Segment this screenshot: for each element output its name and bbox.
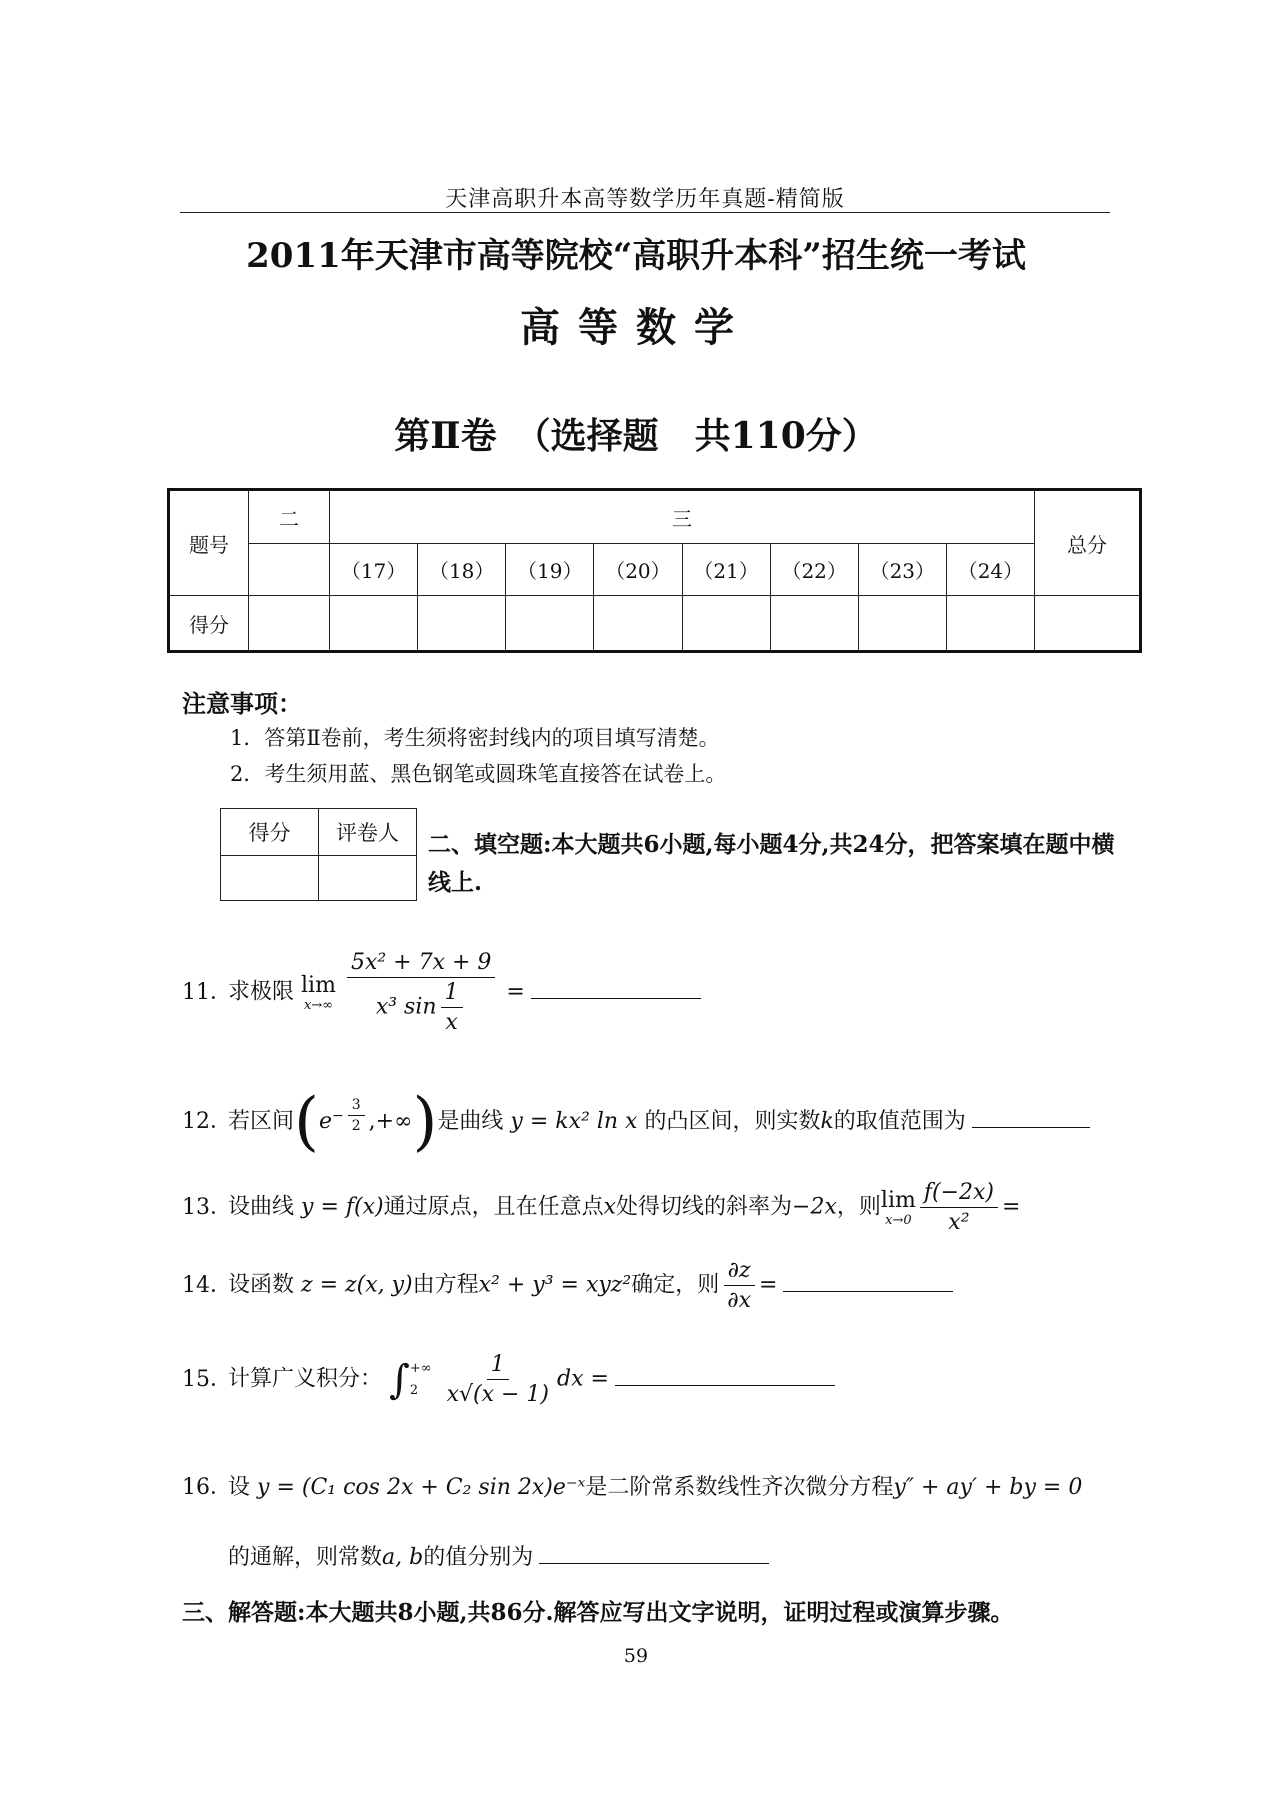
header-section-three: 三 <box>330 490 1035 544</box>
question-number: 14． <box>182 1272 232 1298</box>
question-text: 处得切线的斜率为 <box>616 1194 793 1220</box>
constants-ab: a, b <box>382 1545 424 1570</box>
lim-sub: x→∞ <box>303 997 334 1013</box>
inner-fraction <box>441 980 463 1035</box>
label-question-number: 题号 <box>169 490 249 596</box>
question-text: 由方程 <box>412 1272 479 1298</box>
equals-sign: = <box>759 1272 778 1298</box>
question-text: 确定，则 <box>631 1272 720 1298</box>
inner-numerator: 1 <box>441 980 463 1008</box>
answer-blank[interactable] <box>972 1127 1090 1128</box>
item-19: （19） <box>506 544 594 596</box>
question-text: 求极限 <box>228 979 295 1005</box>
fraction <box>920 1180 998 1235</box>
variable-k: k <box>820 1109 834 1134</box>
denominator: ∂x <box>727 1288 751 1313</box>
question-text: 的通解，则常数 <box>228 1545 383 1570</box>
answer-blank[interactable] <box>539 1563 769 1564</box>
curve-formula: y = f(x) <box>301 1194 384 1220</box>
grader-score-cell <box>221 856 319 901</box>
question-text: 计算广义积分： <box>228 1366 383 1392</box>
denominator <box>372 978 471 1035</box>
question-text: ，则 <box>836 1194 881 1220</box>
item-23: （23） <box>858 544 946 596</box>
limit <box>881 1188 916 1228</box>
question-text: 设函数 <box>228 1272 295 1298</box>
exam-title: 2011年天津市高等院校“高职升本科”招生统一考试 <box>246 236 1026 276</box>
question-12 <box>182 1085 1090 1159</box>
exponent-denominator: 2 <box>351 1118 361 1135</box>
item-24: （24） <box>946 544 1034 596</box>
item-17: （17） <box>330 544 418 596</box>
item-18: （18） <box>418 544 506 596</box>
item-22: （22） <box>770 544 858 596</box>
grader-table <box>220 808 417 901</box>
subject-title: 高等数学 <box>520 304 752 351</box>
lim-label: lim <box>301 972 336 998</box>
lim-label: lim <box>880 1187 916 1213</box>
question-number: 12． <box>182 1109 232 1134</box>
running-head: 天津高职升本高等数学历年真题-精简版 <box>445 187 845 212</box>
limit <box>301 973 336 1013</box>
fraction <box>347 950 495 1035</box>
answer-blank[interactable] <box>615 1385 835 1386</box>
left-paren: ( <box>294 1085 319 1159</box>
note-item: 2．考生须用蓝、黑色钢笔或圆珠笔直接答在试卷上。 <box>230 762 727 786</box>
answer-blank[interactable] <box>783 1291 953 1292</box>
question-number: 11． <box>182 979 232 1005</box>
score-cell <box>858 596 946 652</box>
item-21: （21） <box>682 544 770 596</box>
exponent <box>332 1097 369 1135</box>
question-number: 13． <box>182 1194 232 1220</box>
exponent-numerator: 3 <box>348 1097 365 1116</box>
question-14 <box>182 1258 953 1313</box>
inner-denominator: x <box>445 1010 458 1035</box>
question-text: 是二阶常系数线性齐次微分方程 <box>585 1475 894 1500</box>
grader-score-label: 得分 <box>221 809 319 856</box>
denominator-prefix: x³ sin <box>375 994 437 1020</box>
exponent-fraction <box>348 1097 365 1134</box>
question-16 <box>182 1470 1082 1501</box>
question-text: 通过原点，且在任意点 <box>383 1194 604 1220</box>
numerator: 1 <box>487 1352 509 1380</box>
integral-limits <box>410 1358 432 1402</box>
notes-title: 注意事项： <box>182 689 302 718</box>
slope-formula: −2x <box>792 1194 837 1220</box>
question-text: 的取值范围为 <box>833 1109 966 1134</box>
numerator: ∂z <box>724 1258 755 1286</box>
question-text: 的值分别为 <box>423 1545 534 1570</box>
label-score: 得分 <box>169 596 249 652</box>
interval-end: ,+∞ <box>368 1109 413 1134</box>
denominator: x² <box>948 1210 970 1235</box>
page-number: 59 <box>623 1645 649 1667</box>
volume-title: 第Ⅱ卷 （选择题 共110分） <box>394 415 878 457</box>
grader-reviewer-cell <box>319 856 417 901</box>
score-cell <box>946 596 1034 652</box>
score-cell <box>682 596 770 652</box>
section-three-title: 三、解答题:本大题共8小题,共86分.解答应写出文字说明，证明过程或演算步骤。 <box>182 1599 1014 1626</box>
dx: dx = <box>557 1366 609 1392</box>
note-item: 1．答第Ⅱ卷前，考生须将密封线内的项目填写清楚。 <box>230 726 720 750</box>
denominator: x√(x − 1) <box>446 1382 550 1407</box>
solution-formula: y = (C₁ cos 2x + C₂ sin 2x)e⁻ˣ <box>257 1475 586 1500</box>
score-cell <box>330 596 418 652</box>
equation: x² + y³ = xyz² <box>478 1272 632 1298</box>
item-20: （20） <box>594 544 682 596</box>
question-16-line-2 <box>228 1540 769 1571</box>
question-15 <box>182 1352 835 1407</box>
interval-base: e <box>318 1109 333 1134</box>
variable-x: x <box>603 1194 617 1220</box>
partial-derivative <box>723 1258 755 1313</box>
score-table <box>167 488 1142 653</box>
question-11 <box>182 950 701 1035</box>
question-text: 是曲线 <box>437 1109 504 1134</box>
score-cell <box>1035 596 1141 652</box>
upper-limit: +∞ <box>409 1360 432 1376</box>
section-two-title: 二、填空题:本大题共6小题,每小题4分,共24分，把答案填在题中横线上. <box>428 831 1115 896</box>
question-number: 15． <box>182 1366 232 1392</box>
function-formula: z = z(x, y) <box>301 1272 413 1298</box>
score-cell <box>770 596 858 652</box>
lim-sub: x→0 <box>885 1212 912 1228</box>
right-paren: ) <box>412 1085 438 1159</box>
question-number: 16． <box>182 1475 232 1500</box>
answer-blank[interactable] <box>531 998 701 999</box>
header-total: 总分 <box>1035 490 1141 596</box>
exponent-sign: − <box>332 1107 344 1124</box>
fraction <box>443 1352 553 1407</box>
numerator: 5x² + 7x + 9 <box>347 950 495 978</box>
header-rule <box>180 212 1110 213</box>
numerator: f(−2x) <box>920 1180 998 1208</box>
cell-blank <box>249 544 330 596</box>
score-cell <box>594 596 682 652</box>
score-cell <box>249 596 330 652</box>
header-section-two: 二 <box>249 490 330 544</box>
lower-limit: 2 <box>409 1382 419 1398</box>
question-text: 的凸区间，则实数 <box>644 1109 821 1134</box>
question-text: 若区间 <box>228 1109 295 1134</box>
equals-sign: = <box>1002 1194 1021 1220</box>
equals-sign: = <box>506 979 525 1005</box>
ode-formula: y″ + ay′ + by = 0 <box>893 1475 1083 1500</box>
score-cell <box>418 596 506 652</box>
question-text: 设 <box>228 1475 251 1500</box>
integral-sign: ∫ <box>389 1356 410 1403</box>
score-cell <box>506 596 594 652</box>
integral <box>389 1358 432 1402</box>
question-text: 设曲线 <box>228 1194 295 1220</box>
grader-reviewer-label: 评卷人 <box>319 809 417 856</box>
question-13 <box>182 1180 1020 1235</box>
curve-formula: y = kx² ln x <box>510 1109 638 1134</box>
